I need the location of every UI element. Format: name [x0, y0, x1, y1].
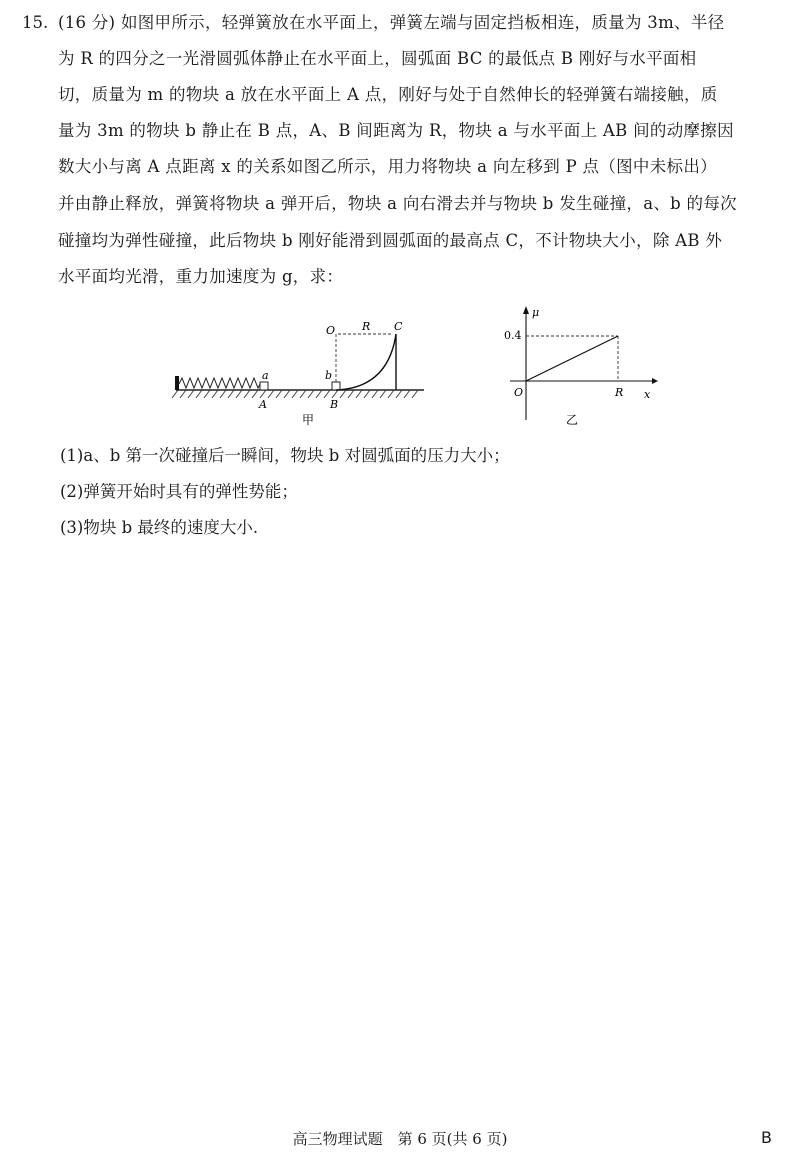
mu-line — [526, 336, 618, 381]
question-line-3: 切，质量为 m 的物块 a 放在水平面上 A 点，刚好与处于自然伸长的轻弹簧右端接触，质 — [58, 85, 718, 104]
y-axis-label: μ — [532, 306, 540, 319]
label-O: O — [326, 324, 336, 337]
question-line-1: (16 分) 如图甲所示，轻弹簧放在水平面上，弹簧左端与固定挡板相连，质量为 3m、半径 — [58, 13, 725, 32]
arc-body — [336, 334, 396, 390]
figure-yi — [500, 302, 680, 432]
question-line-6: 并由静止释放，弹簧将物块 a 弹开后，物块 a 向右滑去并与物块 b 发生碰撞，a、b 的每次 — [58, 194, 737, 213]
label-B: B — [330, 398, 339, 411]
x-axis-label: x — [644, 388, 651, 401]
subquestion-2: (2)弹簧开始时具有的弹性势能； — [60, 482, 298, 501]
question-line-5: 数大小与离 A 点距离 x 的关系如图乙所示，用力将物块 a 向左移到 P 点（图中未标出） — [58, 157, 717, 176]
question-line-8: 水平面均光滑，重力加速度为 g，求： — [58, 267, 344, 286]
label-a: a — [262, 369, 269, 382]
page-footer: 高三物理试题 第 6 页(共 6 页) — [292, 1130, 508, 1148]
paper-code: B — [761, 1128, 772, 1147]
label-b: b — [325, 369, 333, 382]
origin-label: O — [514, 386, 524, 399]
fixed-wall — [175, 376, 179, 390]
block-a — [260, 382, 268, 390]
figure-jia — [168, 312, 438, 432]
caption-jia: 甲 — [302, 413, 315, 427]
label-R: R — [362, 320, 371, 333]
subquestion-1: (1)a、b 第一次碰撞后一瞬间，物块 b 对圆弧面的压力大小； — [60, 446, 510, 465]
question-line-2: 为 R 的四分之一光滑圆弧体静止在水平面上，圆弧面 BC 的最低点 B 刚好与水平面相 — [58, 49, 697, 68]
subquestion-3: (3)物块 b 最终的速度大小. — [60, 518, 259, 537]
x-tick-R: R — [615, 386, 624, 399]
spring — [179, 378, 260, 388]
question-line-4: 量为 3m 的物块 b 静止在 B 点，A、B 间距离为 R，物块 a 与水平面上 AB 间的动摩擦因 — [58, 121, 734, 140]
question-number: 15. — [22, 13, 49, 32]
label-C: C — [394, 320, 403, 333]
block-b — [332, 382, 340, 390]
caption-yi: 乙 — [566, 413, 579, 427]
question-line-7: 碰撞均为弹性碰撞，此后物块 b 刚好能滑到圆弧面的最高点 C，不计物块大小，除 AB 外 — [58, 231, 723, 250]
y-tick-0.4: 0.4 — [504, 329, 522, 342]
label-A: A — [259, 398, 267, 411]
